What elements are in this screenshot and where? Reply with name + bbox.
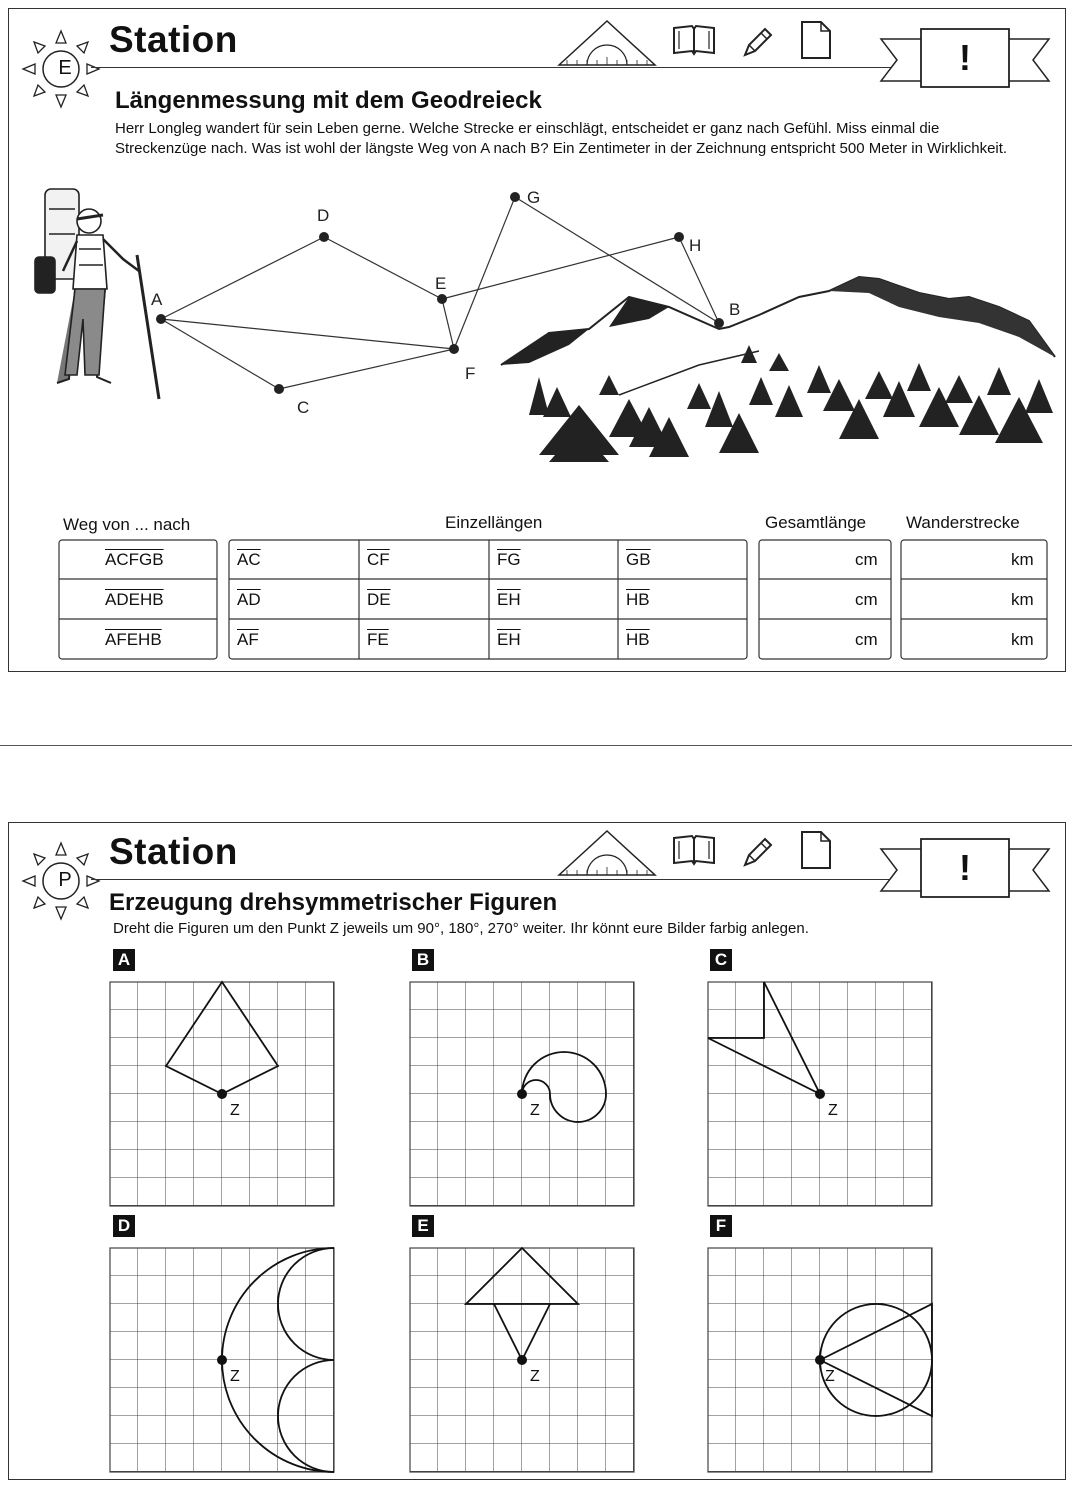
route-cell: ADEHB — [105, 590, 164, 609]
column-header-total: Gesamtlänge — [765, 513, 867, 532]
column-header-segments: Einzellängen — [445, 513, 543, 532]
book-icon — [671, 833, 717, 867]
center-label: Z — [825, 1368, 835, 1385]
segment-cell: $\overline{DE}$ — [367, 590, 391, 609]
point-label-h: H — [689, 236, 702, 255]
book-icon — [671, 23, 717, 57]
total-unit: cm — [855, 590, 878, 609]
set-square-icon — [557, 827, 657, 877]
grid-figure-d — [109, 1247, 339, 1477]
alert-symbol: ! — [959, 847, 971, 888]
total-unit: cm — [855, 630, 878, 649]
point-label-g: G — [527, 188, 541, 207]
header-rule — [91, 879, 891, 880]
distance-unit: km — [1011, 550, 1034, 569]
pencil-icon — [741, 835, 775, 869]
route-cell: AFEHB — [105, 630, 162, 649]
set-square-icon — [557, 17, 657, 67]
segment-cell: $\overline{AF}$ — [237, 630, 259, 649]
station-letter: P — [58, 869, 72, 891]
point-label-b: B — [729, 300, 741, 319]
center-label: Z — [230, 1102, 240, 1119]
center-label: Z — [530, 1368, 540, 1385]
station-letter: E — [58, 57, 72, 79]
station-title: Station — [109, 19, 238, 60]
task-description: Herr Longleg wandert für sein Leben gerne. Welche Strecke er einschlägt, entscheidet er ganz nach Gefühl. Miss einmal die Streckenzüge nach. Was ist wohl der längste Weg von A nach B? Ein Zentimeter in der Zeichnung entspricht 500 Meter in Wirklichkeit. — [115, 120, 1008, 157]
task-heading: Längenmessung mit dem Geodreieck — [115, 87, 542, 114]
pencil-icon — [741, 25, 775, 59]
task-description: Dreht die Figuren um den Punkt Z jeweils um 90°, 180°, 270° weiter. Ihr könnt eure Bilder farbig anlegen. — [113, 920, 809, 937]
center-label: Z — [828, 1102, 838, 1119]
hiker-illustration — [19, 179, 169, 399]
distance-unit: km — [1011, 590, 1034, 609]
mountain-landscape-illustration — [499, 267, 1059, 467]
figure-label-e: E — [412, 1215, 434, 1237]
segment-cell: $\overline{FG}$ — [497, 550, 521, 569]
point-label-d: D — [317, 206, 330, 225]
segment-cell: $\overline{GB}$ — [626, 550, 651, 569]
task-heading: Erzeugung drehsymmetrischer Figuren — [109, 889, 558, 916]
route-cell: ACFGB — [105, 550, 164, 569]
segment-cell: $\overline{AD}$ — [237, 590, 261, 609]
document-icon — [799, 829, 833, 871]
station-card-p — [8, 822, 1066, 1480]
segment-cell: $\overline{FE}$ — [367, 630, 389, 649]
figure-label-b: B — [412, 949, 434, 971]
point-label-a: A — [151, 290, 163, 309]
distance-unit: km — [1011, 630, 1034, 649]
segment-cell: $\overline{EH}$ — [497, 630, 521, 649]
grid-figure-b — [409, 981, 639, 1211]
station-title: Station — [109, 831, 238, 872]
center-label: Z — [230, 1368, 240, 1385]
point-label-e: E — [435, 274, 447, 293]
point-label-c: C — [297, 398, 310, 417]
grid-figure-c — [707, 981, 937, 1211]
grid-figure-a — [109, 981, 339, 1211]
figure-label-f: F — [710, 1215, 732, 1237]
column-header-route: Weg von ... nach — [63, 515, 191, 534]
figure-label-c: C — [710, 949, 732, 971]
segment-cell: $\overline{HB}$ — [626, 630, 650, 649]
segment-cell: $\overline{HB}$ — [626, 590, 650, 609]
total-unit: cm — [855, 550, 878, 569]
segment-cell: $\overline{AC}$ — [237, 550, 261, 569]
measurement-table-grid — [57, 539, 1057, 661]
grid-figure-e — [409, 1247, 639, 1477]
figure-label-d: D — [113, 1215, 135, 1237]
page-divider — [0, 745, 1072, 746]
segment-cell: $\overline{EH}$ — [497, 590, 521, 609]
center-label: Z — [530, 1102, 540, 1119]
point-label-f: F — [465, 364, 476, 383]
station-card-e — [8, 8, 1066, 672]
header-rule — [91, 67, 891, 68]
alert-symbol: ! — [959, 37, 971, 78]
column-header-distance: Wanderstrecke — [906, 513, 1020, 532]
grid-figure-f — [707, 1247, 937, 1477]
segment-cell: $\overline{CF}$ — [367, 550, 390, 569]
document-icon — [799, 19, 833, 61]
figure-label-a: A — [113, 949, 135, 971]
